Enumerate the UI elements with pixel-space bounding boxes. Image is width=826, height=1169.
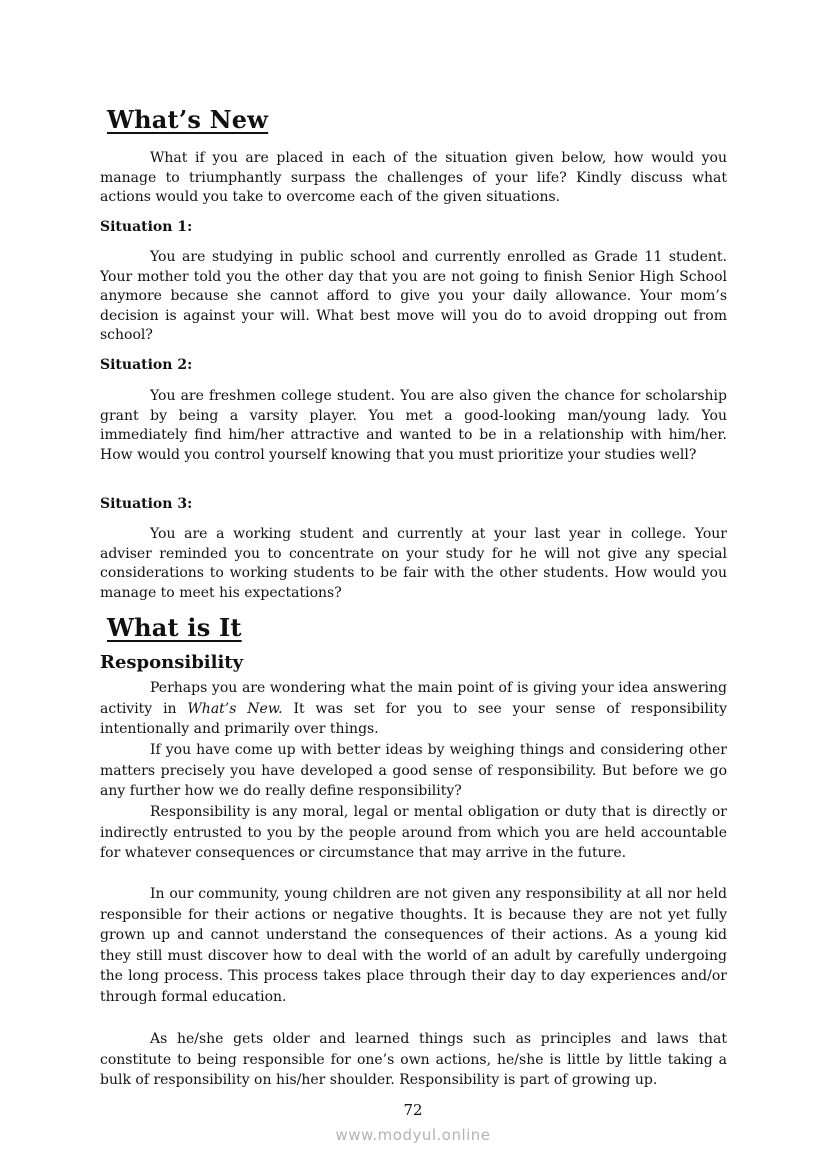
whats-new-intro: What if you are placed in each of the situation given below, how would you manage to triumphantly surpass the challenges of your life? Kindly discuss what actions would you take to overcome each of the given situations. — [100, 150, 727, 205]
paragraph-1-start: Perhaps you are wondering what the main point of is giving your idea answering activity in — [100, 680, 727, 717]
situation-2-label: Situation 2: — [100, 357, 193, 373]
paragraph-1 — [100, 678, 727, 740]
paragraph-5: As he/she gets older and learned things such as principles and laws that constitute to being responsible for one’s own actions, he/she is little by little taking a bulk of responsibility on his/her shoulder. Responsibility is part of growing up. — [100, 1031, 727, 1089]
paragraph-1-italic: What’s New. — [187, 700, 283, 717]
responsibility-heading: Responsibility — [100, 652, 244, 673]
whats-new-heading: What’s New — [107, 105, 269, 134]
watermark-text: www.modyul.online — [335, 1126, 491, 1144]
what-is-it-heading: What is It — [107, 613, 242, 642]
situation-1-text: You are studying in public school and currently enrolled as Grade 11 student. Your mother told you the other day that you are not going to finish Senior High School anymore because she cannot afford to give you your daily allowance. Your mom’s decision is against your will. What best move will you do to avoid dropping out from school? — [100, 249, 727, 343]
situation-1-label: Situation 1: — [100, 219, 193, 235]
page-number: 72 — [403, 1101, 423, 1119]
situation-3-text: You are a working student and currently at your last year in college. Your adviser reminded you to concentrate on your study for he will not give any special considerations to working students to be fair with the other students. How would you manage to meet his expectations? — [100, 526, 727, 601]
situation-2-text: You are freshmen college student. You are also given the chance for scholarship grant by being a varsity player. You met a good-looking man/young lady. You immediately find him/her attractive and wanted to be in a relationship with him/her. How would you control yourself knowing that you must prioritize your studies well? — [100, 388, 727, 463]
paragraph-2: If you have come up with better ideas by weighing things and considering other matters precisely you have developed a good sense of responsibility. But before we go any further how we do really define responsibility? — [100, 742, 727, 800]
paragraph-1-end: It was set for you to see your sense of responsibility intentionally and primarily over things. — [100, 700, 728, 738]
paragraph-4: In our community, young children are not given any responsibility at all nor held responsible for their actions or negative thoughts. It is because they are not yet fully grown up and cannot understand the consequences of their actions. As a young kid they still must discover how to deal with the world of an adult by carefully undergoing the long process. This process takes place through their day to day experiences and/or through formal education. — [100, 886, 727, 1005]
situation-3-label: Situation 3: — [100, 496, 193, 512]
paragraph-3: Responsibility is any moral, legal or mental obligation or duty that is directly or indirectly entrusted to you by the people around from which you are held accountable for whatever consequences or circumstance that may arrive in the future. — [100, 804, 727, 862]
